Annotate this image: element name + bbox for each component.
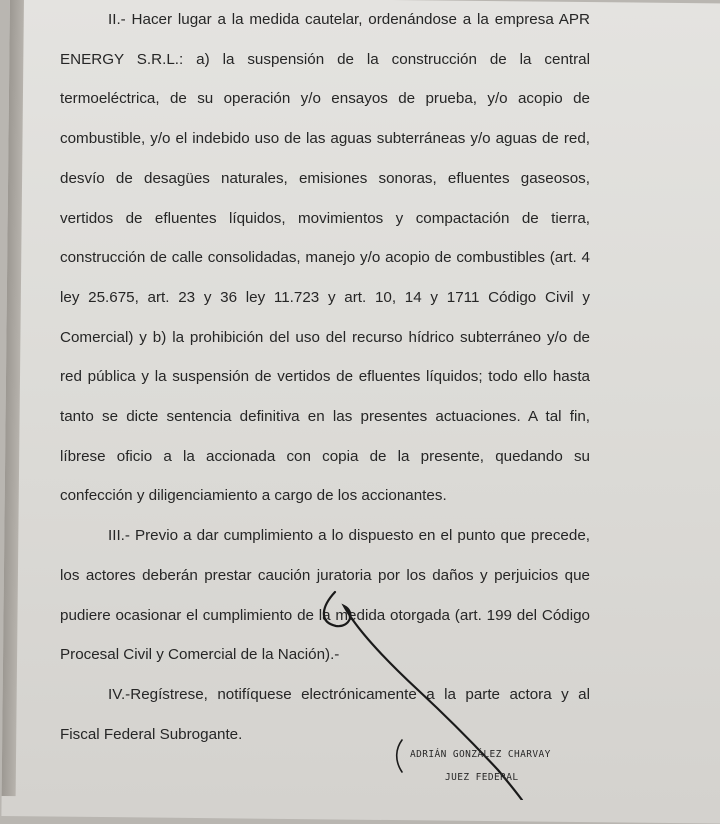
signature-name: ADRIÁN GONZÁLEZ CHARVAY: [410, 749, 551, 760]
paragraph-iii: III.- Previo a dar cumplimiento a lo dispuesto en el punto que precede, los actores deberán prestar caución juratoria por los daños y perjuicios que pudiere ocasionar el cumplimiento de la medida otorgada (art. 199 del Código Procesal Civil y Comercial de la Nación).-: [60, 527, 590, 664]
page-edge-shadow: [2, 0, 24, 796]
paragraph-iv: IV.-Regístrese, notifíquese electrónicamente a la parte actora y al Fiscal Federal Subrogante.: [60, 685, 590, 743]
signature-title: JUEZ FEDERAL: [445, 772, 519, 783]
paragraph-ii: II.- Hacer lugar a la medida cautelar, ordenándose a la empresa APR ENERGY S.R.L.: a) la suspensión de la construcción de la central termoeléctrica, de su operación y/o ensayos de prueba, y/o acopio de combustible, y/o el indebido uso de las aguas subterráneas y/o aguas de red, desvío de desagües naturales, emisiones sonoras, efluentes gaseosos, vertidos de efluentes líquidos, movimientos y compactación de tierra, construcción de calle consolidadas, manejo y/o acopio de combustibles (art. 4 ley 25.675, art. 23 y 36 ley 11.723 y art. 10, 14 y 1711 Código Civil y Comercial) y b) la prohibición del uso del recurso hídrico subterráneo y/o de red pública y la suspensión de vertidos de efluentes líquidos; todo ello hasta tanto se dicte sentencia definitiva en las presentes actuaciones. A tal fin, líbrese oficio a la accionada con copia de la presente, quedando su confección y diligenciamiento a cargo de los accionantes.: [60, 11, 590, 505]
document-body: [60, 0, 590, 754]
